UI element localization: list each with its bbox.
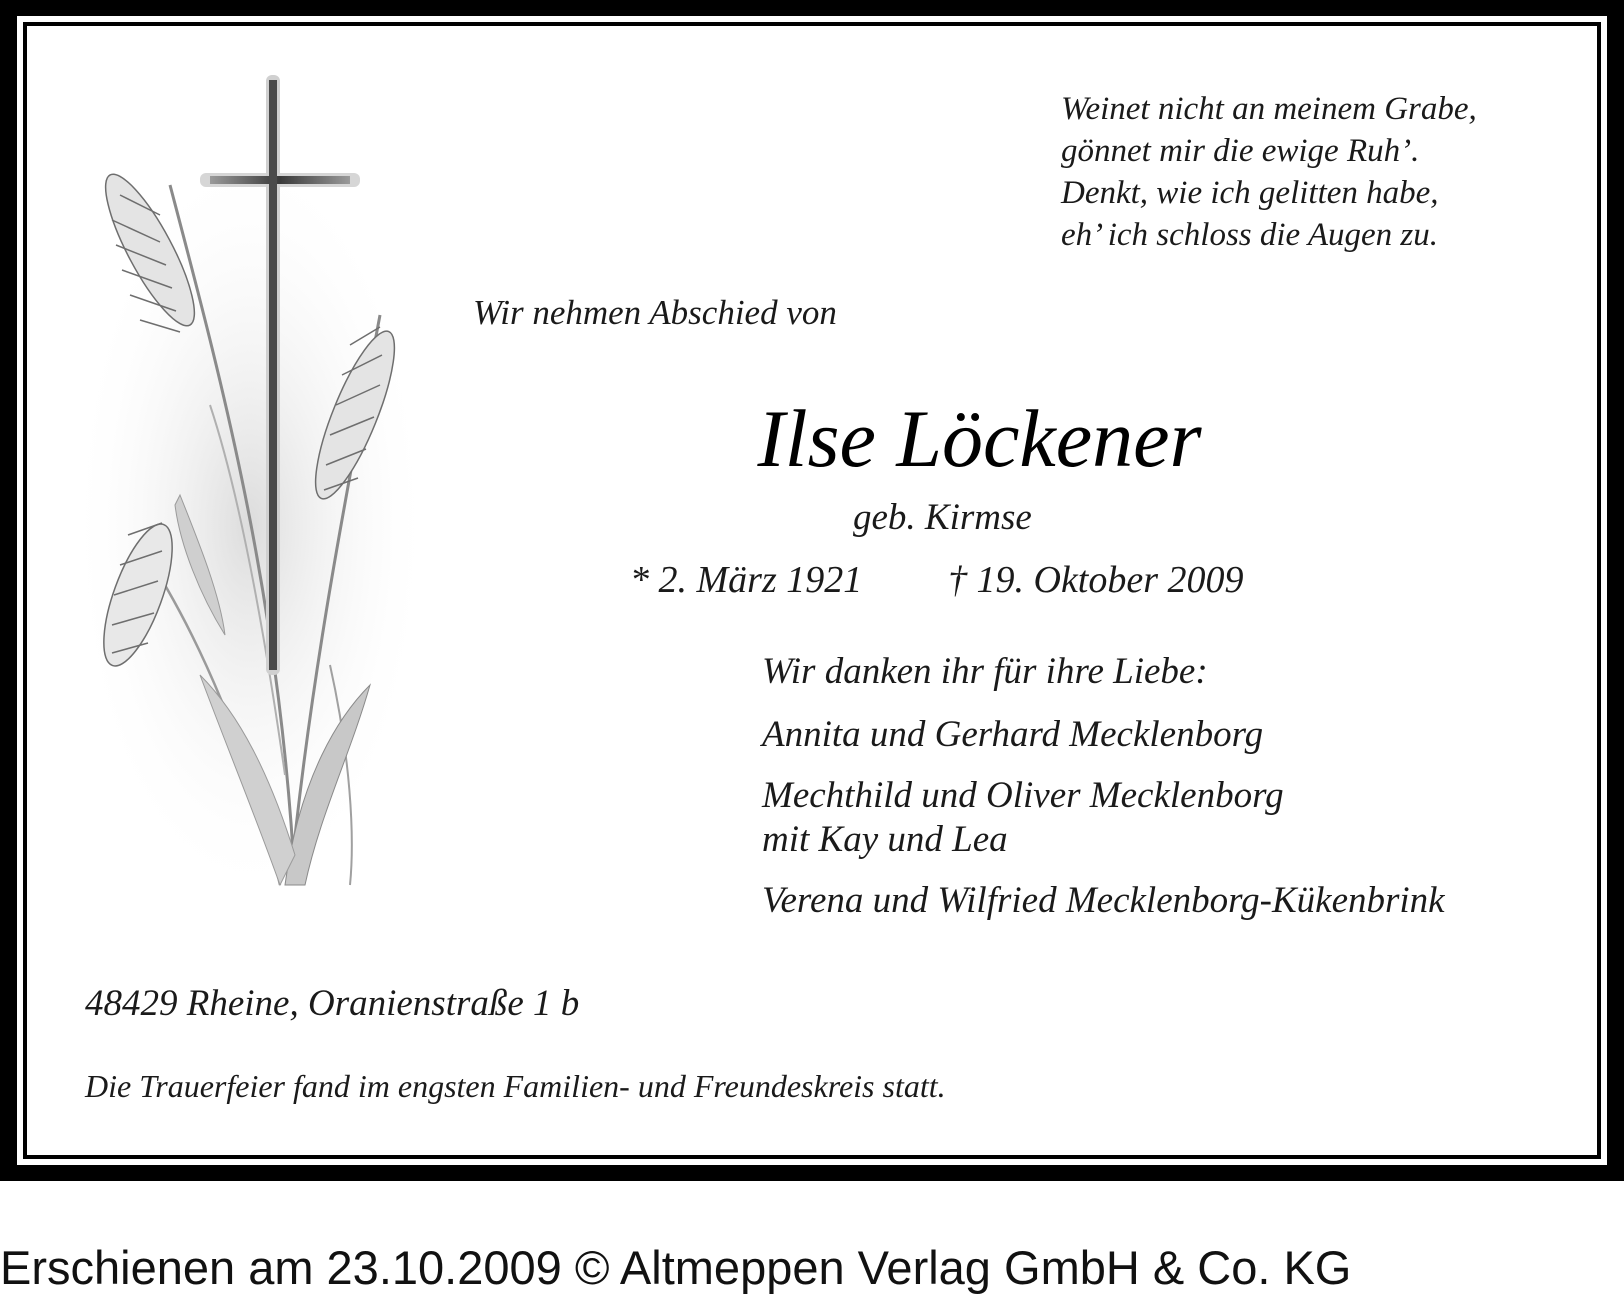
thanks-line: Wir danken ihr für ihre Liebe: bbox=[762, 651, 1208, 692]
mourner-subline: mit Kay und Lea bbox=[762, 819, 1008, 860]
poem-line: Weinet nicht an meinem Grabe, bbox=[1061, 91, 1477, 127]
poem-line: Denkt, wie ich gelitten habe, bbox=[1061, 175, 1439, 211]
poem-line: eh’ ich schloss die Augen zu. bbox=[1061, 217, 1439, 253]
birth-date: * 2. März 1921 bbox=[630, 559, 863, 601]
mourner-name: Mechthild und Oliver Mecklenborg bbox=[762, 775, 1284, 816]
cross-with-wheat-icon bbox=[50, 75, 440, 925]
address: 48429 Rheine, Oranienstraße 1 b bbox=[85, 983, 580, 1024]
publication-footer: Erschienen am 23.10.2009 © Altmeppen Verlag GmbH & Co. KG bbox=[0, 1241, 1352, 1294]
deceased-name-text: Ilse Löckener bbox=[757, 393, 1202, 484]
mourner-entry: Annita und Gerhard Mecklenborg bbox=[762, 714, 1264, 755]
ceremony-note: Die Trauerfeier fand im engsten Familien- und Freundeskreis statt. bbox=[85, 1068, 946, 1104]
mourner-entry bbox=[762, 774, 1445, 862]
deceased-name bbox=[0, 392, 1624, 486]
mourners-list bbox=[762, 712, 1445, 924]
maiden-name: geb. Kirmse bbox=[853, 497, 1032, 538]
poem-line: gönnet mir die ewige Ruh’. bbox=[1061, 133, 1420, 169]
epitaph-poem bbox=[1061, 88, 1477, 256]
mourner-entry: Verena und Wilfried Mecklenborg-Kükenbrink bbox=[762, 880, 1445, 921]
death-date: † 19. Oktober 2009 bbox=[948, 559, 1244, 601]
farewell-intro: Wir nehmen Abschied von bbox=[473, 293, 837, 332]
